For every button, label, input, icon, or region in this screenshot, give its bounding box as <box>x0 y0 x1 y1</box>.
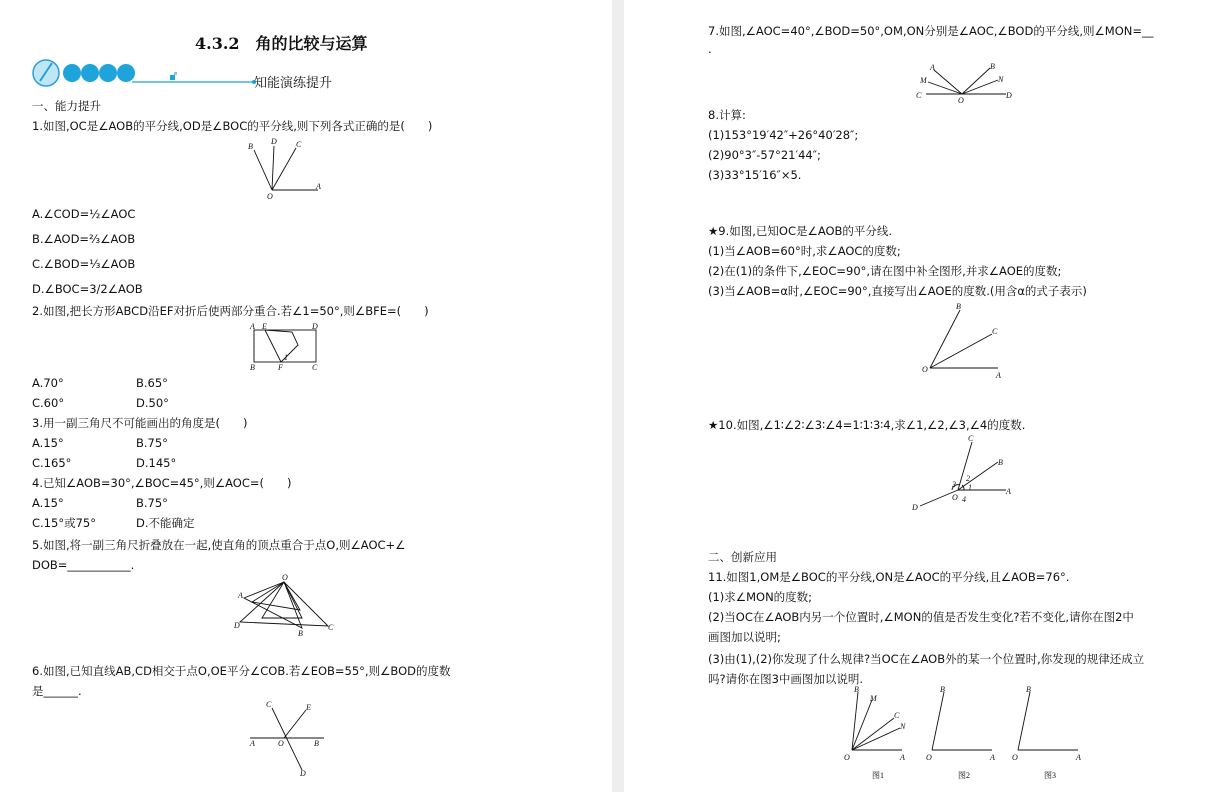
question-9-part-2: (2)在(1)的条件下,∠EOC=90°,请在图中补全图形,并求∠AOE的度数; <box>708 264 1062 278</box>
fig-label: C <box>992 327 998 336</box>
fig-label: O <box>267 192 273 201</box>
fig-label: B <box>314 739 319 748</box>
question-4-option-d: D.不能确定 <box>136 516 195 530</box>
question-2-option-d: D.50° <box>136 396 169 410</box>
question-5-stem-cont: DOB=___________. <box>32 558 135 572</box>
question-1-option-d: D.∠BOC=3/2∠AOB <box>32 282 143 296</box>
fig-label: D <box>912 503 918 512</box>
question-1-option-a: A.∠COD=½∠AOC <box>32 207 136 221</box>
question-11-part-3-cont: 吗?请你在图3中画图加以说明. <box>708 672 864 686</box>
question-4-option-a: A.15° <box>32 496 64 510</box>
fig-label: A <box>1006 487 1011 496</box>
banner-label: 知能演练提升 <box>254 76 333 91</box>
figure-caption: 图1 <box>872 771 884 780</box>
fig-label: A <box>1076 753 1081 762</box>
question-6-stem: 6.如图,已知直线AB,CD相交于点O,OE平分∠COB.若∠EOB=55°,则∠BOD的度数 <box>32 664 451 678</box>
fig-label: C <box>968 434 974 443</box>
right-page <box>624 0 1226 792</box>
fig-label: A <box>250 322 255 331</box>
fig-label: D <box>271 137 277 146</box>
question-2-stem: 2.如图,把长方形ABCD沿EF对折后使两部分重合.若∠1=50°,则∠BFE=( ) <box>32 304 429 318</box>
question-7-stem: 7.如图,∠AOC=40°,∠BOD=50°,OM,ON分别是∠AOC,∠BOD的平分线,则∠MON=__ <box>708 24 1154 38</box>
fig-label: D <box>1006 91 1012 100</box>
question-8-part-3: (3)33°15′16″×5. <box>708 168 802 182</box>
fig-label: B <box>956 302 961 311</box>
question-8-stem: 8.计算: <box>708 108 746 122</box>
fig-label: A <box>238 591 243 600</box>
question-11-part-2: (2)当OC在∠AOB内另一个位置时,∠MON的值是否发生变化?若不变化,请你在图2中 <box>708 610 1134 624</box>
fig-label: B <box>250 363 255 372</box>
question-11-part-3: (3)由(1),(2)你发现了什么规律?当OC在∠AOB外的某一个位置时,你发现的规律还成立 <box>708 652 1145 666</box>
fig-label: O <box>952 493 958 502</box>
fig-label: A <box>930 63 935 72</box>
question-11-part-2-cont: 画图加以说明; <box>708 630 781 644</box>
fig-label: B <box>940 686 945 694</box>
fig-label: F <box>278 363 283 372</box>
question-4-option-c: C.15°或75° <box>32 516 96 530</box>
question-9-part-3: (3)当∠AOB=α时,∠EOC=90°,直接写出∠AOE的度数.(用含α的式子表示) <box>708 284 1087 298</box>
section-heading: 一、能力提升 <box>32 99 101 113</box>
question-1-option-c: C.∠BOD=⅓∠AOB <box>32 257 136 271</box>
fig-label: O <box>922 365 928 374</box>
fig-label: B <box>298 629 303 638</box>
fig-label: C <box>894 711 900 720</box>
question-11-stem: 11.如图1,OM是∠BOC的平分线,ON是∠AOC的平分线,且∠AOB=76°. <box>708 570 1070 584</box>
fig-label: O <box>278 739 284 748</box>
fig-label: O <box>958 96 964 105</box>
question-3-option-d: D.145° <box>136 456 177 470</box>
question-11-figures <box>840 686 1090 786</box>
section-heading: 二、创新应用 <box>708 550 777 564</box>
fig-label: B <box>998 458 1003 467</box>
question-3-option-b: B.75° <box>136 436 168 450</box>
fig-label: B <box>990 62 995 71</box>
question-10-figure <box>906 432 1026 512</box>
fig-label: 2 <box>966 474 970 483</box>
question-6-stem-cont: 是______. <box>32 684 82 698</box>
fig-label: D <box>300 769 306 778</box>
figure-caption: 图2 <box>958 771 970 780</box>
fig-label: B <box>854 686 859 694</box>
question-11-part-1: (1)求∠MON的度数; <box>708 590 813 604</box>
question-10-stem: ★10.如图,∠1∶∠2∶∠3∶∠4=1∶1∶3∶4,求∠1,∠2,∠3,∠4的度数. <box>708 418 1026 432</box>
question-2-option-a: A.70° <box>32 376 64 390</box>
question-3-stem: 3.用一副三角尺不可能画出的角度是( ) <box>32 416 248 430</box>
fig-label: M <box>920 76 927 85</box>
question-2-option-c: C.60° <box>32 396 65 410</box>
fig-label: A <box>250 739 255 748</box>
fig-label: 3 <box>952 480 956 489</box>
fig-label: 1 <box>284 353 288 362</box>
fig-label: C <box>916 91 922 100</box>
page-gutter <box>612 0 624 792</box>
fig-label: E <box>306 703 311 712</box>
question-1-option-b: B.∠AOD=⅔∠AOB <box>32 232 136 246</box>
fig-label: D <box>312 322 318 331</box>
question-6-figure <box>244 698 334 778</box>
fig-label: C <box>312 363 318 372</box>
fig-label: A <box>900 753 905 762</box>
fig-label: E <box>262 322 267 331</box>
question-5-figure <box>232 572 342 640</box>
left-page <box>0 0 612 792</box>
question-7-stem-cont: . <box>708 42 712 56</box>
fig-label: O <box>926 753 932 762</box>
question-9-figure <box>916 300 1016 382</box>
fig-label: O <box>844 753 850 762</box>
question-9-stem: ★9.如图,已知OC是∠AOB的平分线. <box>708 224 893 238</box>
fig-label: C <box>296 140 302 149</box>
fig-label: 4 <box>962 495 966 504</box>
fig-label: O <box>1012 753 1018 762</box>
fig-label: A <box>996 371 1001 380</box>
fig-label: 1 <box>968 483 972 492</box>
fig-label: A <box>990 753 995 762</box>
fig-label: M <box>870 694 877 703</box>
question-3-option-a: A.15° <box>32 436 64 450</box>
fig-label: C <box>266 700 272 709</box>
question-3-option-c: C.165° <box>32 456 72 470</box>
figure-caption: 图3 <box>1044 771 1056 780</box>
question-4-option-b: B.75° <box>136 496 168 510</box>
fig-label: N <box>900 722 906 731</box>
question-5-stem: 5.如图,将一副三角尺折叠放在一起,使直角的顶点重合于点O,则∠AOC+∠ <box>32 538 406 552</box>
fig-label: B <box>248 142 253 151</box>
fig-label: C <box>328 623 334 632</box>
question-2-figure <box>248 320 328 372</box>
question-8-part-1: (1)153°19′42″+26°40′28″; <box>708 128 859 142</box>
question-2-option-b: B.65° <box>136 376 168 390</box>
question-1-figure <box>240 136 330 202</box>
fig-label: D <box>234 621 240 630</box>
fig-label: O <box>282 573 288 582</box>
question-7-figure <box>912 58 1022 106</box>
question-9-part-1: (1)当∠AOB=60°时,求∠AOC的度数; <box>708 244 901 258</box>
question-1-stem: 1.如图,OC是∠AOB的平分线,OD是∠BOC的平分线,则下列各式正确的是( ) <box>32 119 433 133</box>
fig-label: N <box>998 75 1004 84</box>
page-title: 4.3.2 角的比较与运算 <box>195 34 368 53</box>
fig-label: A <box>316 182 321 191</box>
question-4-stem: 4.已知∠AOB=30°,∠BOC=45°,则∠AOC=( ) <box>32 476 292 490</box>
fig-label: B <box>1026 686 1031 694</box>
question-8-part-2: (2)90°3″-57°21′44″; <box>708 148 821 162</box>
